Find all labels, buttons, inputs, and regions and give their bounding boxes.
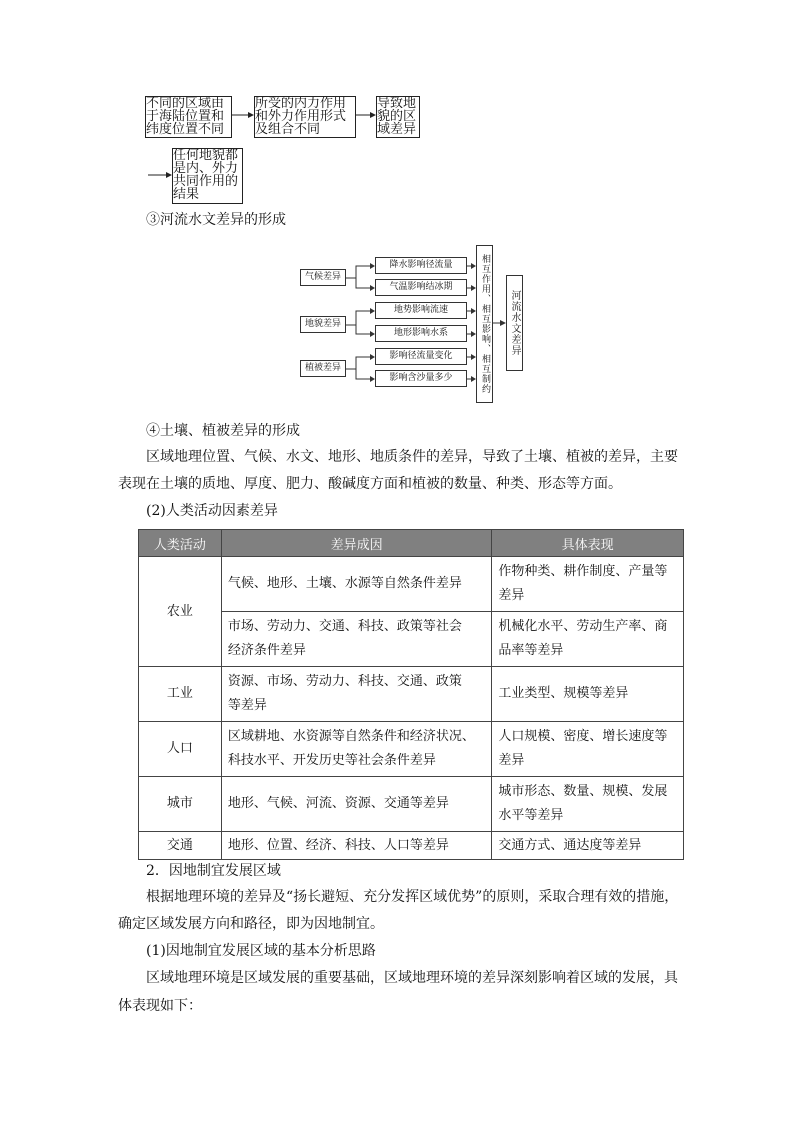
- effect-runoff-change: 影响径流量变化: [375, 348, 467, 365]
- cell-text: 水平等差异: [498, 808, 564, 823]
- cell-text: 差异: [498, 588, 525, 603]
- flow-box-line: 共同作用的: [173, 174, 239, 189]
- cell-text: 城市形态、数量、规模、发展: [498, 784, 668, 799]
- cell-text: 作物种类、耕作制度、产量等: [498, 564, 668, 579]
- effect-precipitation: 降水影响径流量: [375, 257, 467, 274]
- flow-arrow-1: [232, 110, 254, 120]
- table-cell: [221, 557, 491, 612]
- table-row: [139, 832, 684, 860]
- flow-box-line: 于海陆位置和: [146, 109, 225, 124]
- factor-vegetation: 植被差异: [300, 360, 346, 377]
- heading-basic: (1)因地制宜发展区域的基本分析思路: [146, 943, 376, 959]
- flow-box-line: 貌的区: [377, 109, 417, 124]
- flow-arrow-2: [356, 110, 376, 120]
- table-cell: 工业类型、规模等差异: [492, 667, 684, 722]
- row-label-agriculture: 农业: [139, 557, 222, 667]
- flow-box-forces: [254, 96, 356, 138]
- table-cell: 交通方式、通达度等差异: [492, 832, 684, 860]
- row-label-transport: 交通: [139, 832, 222, 860]
- cell-text: 区域耕地、水资源等自然条件和经济状况、: [227, 729, 475, 744]
- cell-text: 市场、劳动力、交通、科技、政策等社会: [227, 619, 462, 634]
- soil-para-line-2: 表现在土壤的质地、厚度、肥力、酸碱度方面和植被的数量、种类、形态等方面。: [118, 476, 622, 492]
- section2-title: 2．因地制宜发展区域: [146, 863, 281, 879]
- section2-para-line-1: 根据地理环境的差异及“扬长避短、充分发挥区域优势”的原则，采取合理有效的措施，: [146, 889, 679, 905]
- table-header: 具体表现: [492, 530, 684, 557]
- table-cell: [492, 612, 684, 667]
- flow-box-line: 导致地: [377, 96, 417, 111]
- row-label-industry: 工业: [139, 667, 222, 722]
- table-row: [139, 667, 684, 722]
- flow-arrow-3: [148, 170, 172, 180]
- table-row: [139, 722, 684, 777]
- factor-climate: 气候差异: [300, 269, 346, 286]
- table-cell: 地形、气候、河流、资源、交通等差异: [221, 777, 491, 832]
- table-header: 差异成因: [221, 530, 491, 557]
- flow-box-line: 和外力作用形式: [255, 109, 347, 124]
- soil-para-line-1: 区域地理位置、气候、水文、地形、地质条件的差异，导致了土壤、植被的差异，主要: [146, 449, 678, 465]
- flow-box-line: 域差异: [377, 122, 417, 137]
- flow-box-result: [172, 148, 243, 204]
- effect-terrain: 地形影响水系: [375, 325, 467, 342]
- flow-box-line: 所受的内力作用: [255, 96, 347, 111]
- table-cell: [492, 722, 684, 777]
- heading-soil: ④土壤、植被差异的形成: [146, 423, 300, 439]
- basic-para-line-1: 区域地理环境是区域发展的重要基础，区域地理环境的差异深刻影响着区域的发展，具: [146, 970, 678, 986]
- human-activity-table: [138, 529, 684, 860]
- result-box: 河流水文差异: [506, 275, 523, 371]
- flow-box-line: 结果: [173, 187, 200, 202]
- cell-text: 气候、地形、土壤、水源等自然条件差异: [227, 576, 462, 591]
- table-cell: [221, 722, 491, 777]
- effect-temperature: 气温影响结冰期: [375, 279, 467, 296]
- table-row: [139, 557, 684, 612]
- cell-text: 科技水平、开发历史等社会条件差异: [227, 753, 436, 768]
- flow-box-line: 不同的区域由: [146, 96, 225, 111]
- flow-box-landform: [376, 96, 420, 138]
- section2-para-line-2: 确定区域发展方向和路径，即为因地制宜。: [118, 916, 384, 932]
- row-label-population: 人口: [139, 722, 222, 777]
- row-label-city: 城市: [139, 777, 222, 832]
- flow-box-line: 及组合不同: [255, 122, 321, 137]
- table-header: 人类活动: [139, 530, 222, 557]
- flow-box-line: 是内、外力: [173, 161, 239, 176]
- flow-box-line: 任何地貌都: [173, 148, 239, 163]
- heading-human: (2)人类活动因素差异: [146, 503, 278, 519]
- cell-text: 差异: [498, 753, 525, 768]
- basic-para-line-2: 体表现如下：: [118, 998, 202, 1014]
- cell-text: 人口规模、密度、增长速度等: [498, 729, 668, 744]
- cell-text: 品率等差异: [498, 643, 564, 658]
- effect-sediment: 影响含沙量多少: [375, 370, 467, 387]
- flow-box-line: 纬度位置不同: [146, 122, 225, 137]
- effect-slope: 地势影响流速: [375, 302, 467, 319]
- cell-text: 资源、市场、劳动力、科技、交通、政策: [227, 674, 462, 689]
- flow-box-location: [145, 96, 232, 138]
- table-cell: [492, 557, 684, 612]
- cell-text: 经济条件差异: [227, 643, 306, 658]
- cell-text: 机械化水平、劳动生产率、商: [498, 619, 668, 634]
- cell-text: 等差异: [227, 698, 267, 713]
- heading-river: ③河流水文差异的形成: [146, 212, 286, 228]
- table-row: [139, 777, 684, 832]
- interaction-box: 相互作用、相互影响、相互制约: [476, 245, 493, 403]
- table-cell: [221, 667, 491, 722]
- table-cell: [492, 777, 684, 832]
- factor-landform: 地貌差异: [300, 316, 346, 333]
- table-cell: 地形、位置、经济、科技、人口等差异: [221, 832, 491, 860]
- table-cell: [221, 612, 491, 667]
- table-header-row: [139, 530, 684, 557]
